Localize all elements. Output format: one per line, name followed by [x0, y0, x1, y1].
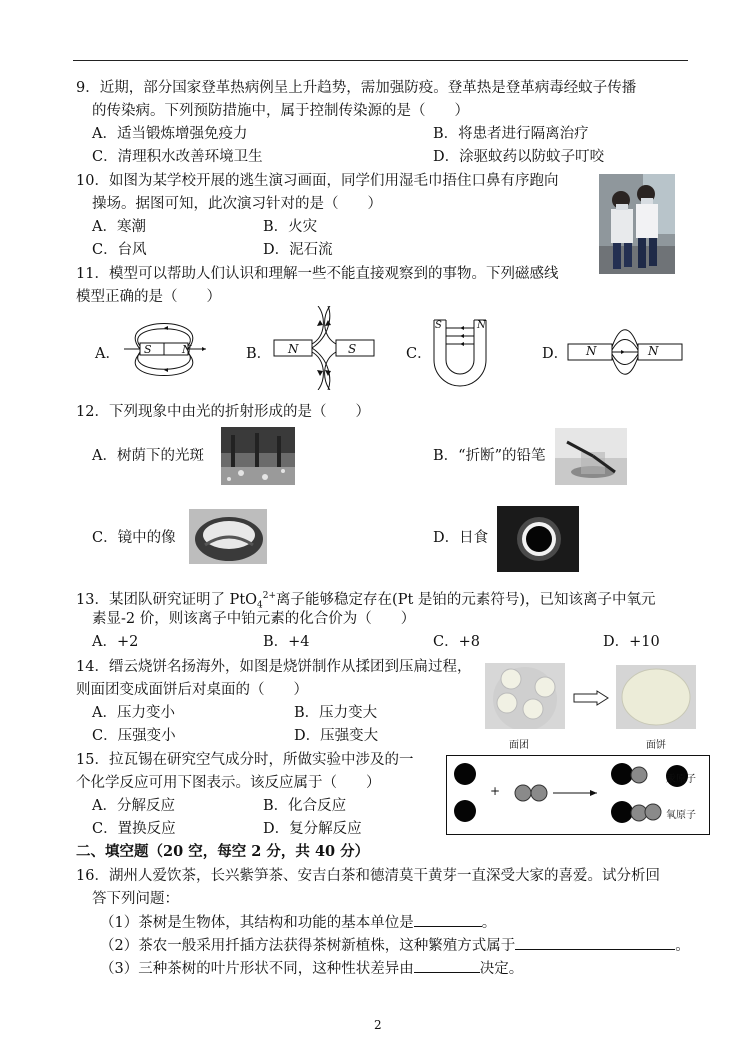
section-heading-fill-in: 二、填空题（20 空，每空 2 分，共 40 分）: [76, 843, 370, 860]
q13-option-c[interactable]: C．+8: [433, 634, 480, 650]
q11-b-pole-n: N: [288, 342, 299, 356]
q14-option-a[interactable]: A．压力变小: [92, 705, 175, 721]
q14-option-b[interactable]: B．压力变大: [294, 705, 378, 721]
plus-sign: +: [490, 784, 501, 798]
q16-part2-blank[interactable]: [515, 935, 675, 950]
page-number: 2: [374, 1018, 382, 1032]
q11-diagram-d: [564, 320, 686, 384]
q11-option-c[interactable]: C．: [406, 346, 432, 362]
q11-diagram-b: [268, 306, 380, 390]
q10-option-a[interactable]: A．寒潮: [92, 219, 146, 235]
q15-stem-line1: 15．拉瓦锡在研究空气成分时，所做实验中涉及的一: [76, 752, 414, 768]
q9-option-a[interactable]: A．适当锻炼增强免疫力: [92, 126, 248, 142]
reaction-diagram: [446, 755, 710, 835]
q10-stem-line2: 操场。据图可知，此次演习针对的是（ ）: [92, 196, 382, 212]
legend-mercury-atom: 汞原子: [666, 774, 696, 785]
solar-eclipse-photo: [497, 506, 579, 572]
q11-option-d[interactable]: D．: [542, 346, 569, 362]
q15-stem-line2: 个化学反应可用下图表示。该反应属于（ ）: [76, 775, 381, 791]
q14-option-d[interactable]: D．压强变大: [294, 728, 379, 744]
q16-part3: （3）三种茶树的叶片形状不同，这种性状差异由 决定。: [100, 958, 523, 979]
q9-option-b[interactable]: B．将患者进行隔离治疗: [433, 126, 589, 142]
q10-option-c[interactable]: C．台风: [92, 242, 147, 258]
q16-part1: （1）茶树是生物体，其结构和功能的基本单位是 。: [100, 912, 496, 933]
q16-part3-blank[interactable]: [414, 958, 480, 973]
q14-stem-line2: 则面团变成面饼后对桌面的（ ）: [76, 682, 308, 698]
q11-option-a[interactable]: A．: [95, 346, 120, 362]
q11-stem-line2: 模型正确的是（ ）: [76, 289, 221, 305]
drill-photo: [599, 174, 675, 274]
header-rule: [73, 60, 688, 61]
q12-stem: 12．下列现象中由光的折射形成的是（ ）: [76, 404, 370, 420]
q11-stem-line1: 11．模型可以帮助人们认识和理解一些不能直接观察到的事物。下列磁感线: [76, 266, 559, 282]
q10-option-b[interactable]: B．火灾: [263, 219, 318, 235]
q15-option-d[interactable]: D．复分解反应: [263, 821, 362, 837]
q16-part1-blank[interactable]: [414, 912, 482, 927]
q13-stem-line2: 素显-2 价，则该离子中铂元素的化合价为（ ）: [92, 611, 416, 627]
q14-option-c[interactable]: C．压强变小: [92, 728, 176, 744]
q14-stem-line1: 14．缙云烧饼名扬海外，如图是烧饼制作从揉团到压扁过程，: [76, 659, 472, 675]
q9-stem-line1: 9．近期，部分国家登革热病例呈上升趋势，需加强防疫。登革热是登革病毒经蚊子传播: [76, 80, 637, 96]
q11-a-pole-s: S: [144, 343, 152, 356]
dough-balls-photo: [485, 663, 565, 729]
q16-stem-line2: 答下列问题：: [92, 891, 179, 907]
q11-a-pole-n: N: [182, 343, 192, 356]
q11-c-pole-n: N: [477, 320, 486, 331]
dough-caption: 面团: [509, 740, 529, 751]
legend-oxygen-atom: 氧原子: [666, 810, 696, 821]
q12-option-a[interactable]: A．树荫下的光斑: [92, 448, 204, 464]
q12-option-c[interactable]: C．镜中的像: [92, 530, 176, 546]
mirror-photo: [189, 509, 267, 564]
q13-option-a[interactable]: A．+2: [92, 634, 139, 650]
q15-option-a[interactable]: A．分解反应: [92, 798, 175, 814]
q10-option-d[interactable]: D．泥石流: [263, 242, 333, 258]
q11-d-pole-n1: N: [586, 344, 597, 358]
q9-option-c[interactable]: C．清理积水改善环境卫生: [92, 149, 263, 165]
q13-stem-line1: 13．某团队研究证明了 PtO$_4^{2+}$离子能够稳定存在(Pt 是铂的元素符号)，已知该离子中氧元: [76, 591, 656, 611]
q10-stem-line1: 10．如图为某学校开展的逃生演习画面，同学们用湿毛巾捂住口鼻有序跑向: [76, 173, 559, 189]
q9-stem-line2: 的传染病。下列预防措施中，属于控制传染源的是（ ）: [92, 103, 469, 119]
q16-part2: （2）茶农一般采用扦插方法获得茶树新植株，这种繁殖方式属于 。: [100, 935, 690, 956]
tree-shade-photo: [221, 427, 295, 485]
q13-superscript: 2+: [262, 591, 277, 601]
q9-option-d[interactable]: D．涂驱蚊药以防蚊子叮咬: [433, 149, 605, 165]
q11-b-pole-s: S: [348, 342, 357, 356]
q12-option-d[interactable]: D．日食: [433, 530, 489, 546]
q12-option-b[interactable]: B．“折断”的铅笔: [433, 448, 546, 464]
flatbread-caption: 面饼: [646, 740, 666, 751]
arrow-icon: [573, 690, 609, 706]
q13-subscript: 4: [257, 600, 263, 611]
bent-pencil-photo: [555, 428, 627, 485]
q15-option-c[interactable]: C．置换反应: [92, 821, 176, 837]
q11-diagram-a: [118, 313, 210, 383]
q13-option-d[interactable]: D．+10: [603, 634, 660, 650]
q16-stem-line1: 16．湖州人爱饮茶，长兴紫笋茶、安吉白茶和德清莫干黄芽一直深受大家的喜爱。试分析回: [76, 868, 660, 884]
q11-option-b[interactable]: B．: [246, 346, 272, 362]
q11-d-pole-n2: N: [648, 344, 659, 358]
q15-option-b[interactable]: B．化合反应: [263, 798, 347, 814]
flat-dough-photo: [616, 665, 696, 729]
q11-c-pole-s: S: [435, 320, 442, 331]
q13-option-b[interactable]: B．+4: [263, 634, 310, 650]
